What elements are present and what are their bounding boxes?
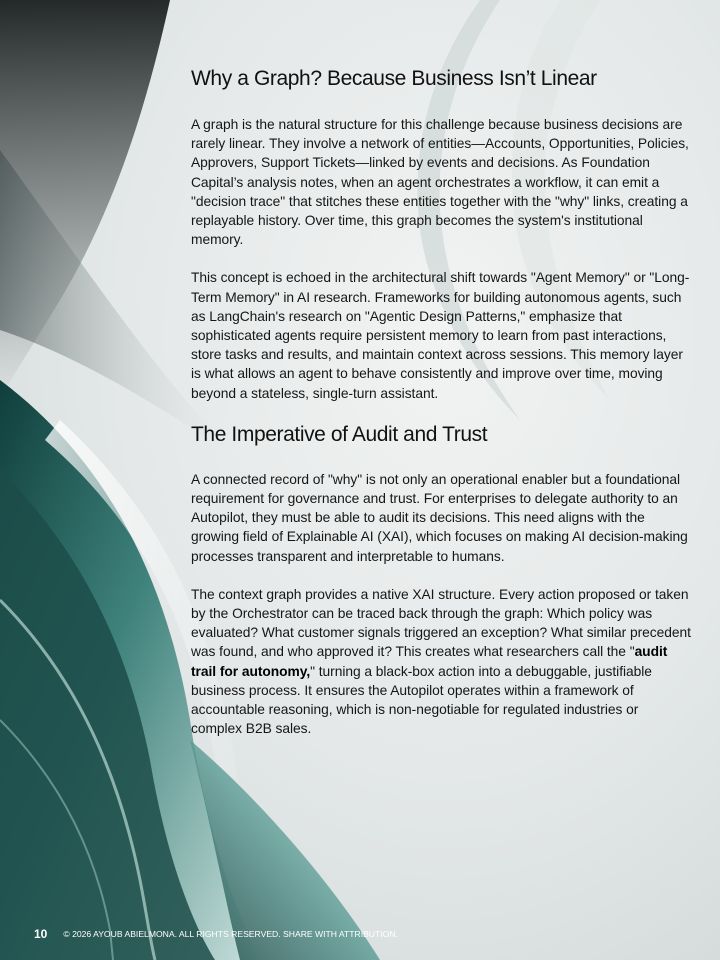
- page-footer: [34, 927, 398, 941]
- audit-trail-emphasis: audit trail for autonomy,: [191, 644, 668, 679]
- paragraph-context-graph-text: The context graph provides a native XAI structure. Every action proposed or taken by the Orchestrator can be traced back through the graph: Which policy was evaluated? What customer signals triggered an exception? What similar precedent was found, and who approved it? This creates what researchers call the ": [191, 586, 691, 660]
- page-number: 10: [34, 927, 48, 941]
- paragraph-graph-structure: A graph is the natural structure for this challenge because business decisions are rarely linear. They involve a network of entities—Accounts, Opportunities, Policies, Approvers, Support Tickets—linked by events and decisions. As Foundation Capital’s analysis notes, when an agent orchestrates a workflow, it can emit a "decision trace" that stitches these entities together with the "why" links, creating a replayable history. Over time, this graph becomes the system's institutional memory.: [191, 117, 689, 248]
- paragraph-context-graph: [191, 585, 691, 739]
- section-heading-why-graph: Why a Graph? Because Business Isn’t Linear: [191, 67, 597, 90]
- paragraph-agent-memory: This concept is echoed in the architectural shift towards "Agent Memory" or "Long-Term Memory" in AI research. Frameworks for building autonomous agents, such as LangChain's research on "Agentic Design Patterns," emphasize that sophisticated agents require persistent memory to learn from past interactions, store tasks and results, and maintain context across sessions. This memory layer is what allows an agent to behave consistently and improve over time, moving beyond a stateless, single-turn assistant.: [191, 270, 690, 401]
- section-heading-audit-trust: The Imperative of Audit and Trust: [191, 422, 488, 446]
- paragraph-context-graph-text-end: " turning a black-box action into a debuggable, justifiable business process. It ensures the Autopilot operates within a framework of accountable reasoning, which is non-negotiable for regulated industries or complex B2B sales.: [191, 663, 652, 737]
- copyright-notice: © 2026 AYOUB ABIELMONA. ALL RIGHTS RESERVED. SHARE WITH ATTRIBUTION.: [63, 929, 398, 939]
- article-content: [191, 64, 691, 738]
- paragraph-connected-record: A connected record of "why" is not only an operational enabler but a foundational requirement for governance and trust. For enterprises to delegate authority to an Autopilot, they must be able to audit its decisions. This need aligns with the growing field of Explainable AI (XAI), which focuses on making AI decision-making processes transparent and interpretable to humans.: [191, 471, 688, 564]
